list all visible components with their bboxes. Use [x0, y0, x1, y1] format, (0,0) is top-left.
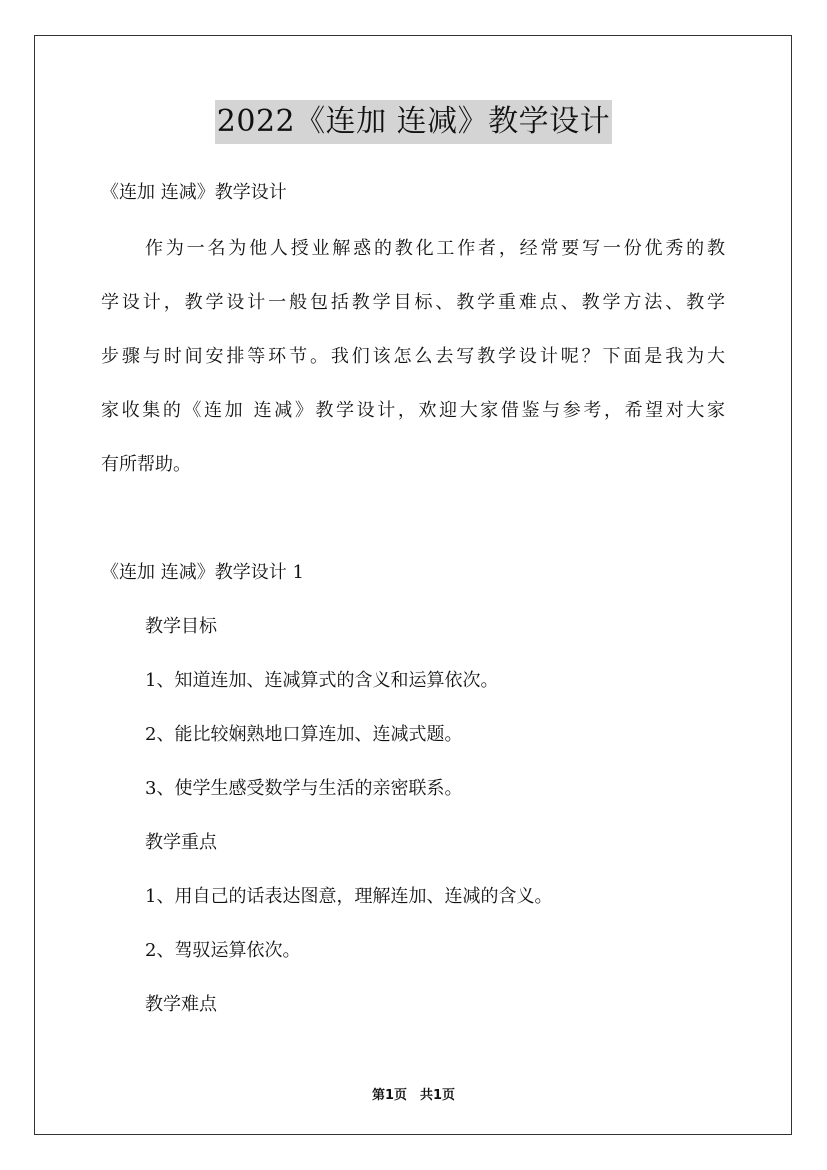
intro-line-4: 家收集的《连加 连减》教学设计，欢迎大家借鉴与参考，希望对大家 [101, 400, 725, 421]
section-title: 《连加 连减》教学设计 1 [101, 562, 304, 583]
page-footer: 第1页 共1页 [371, 1088, 456, 1103]
key-point-item-1: 1、用自己的话表达图意，理解连加、连减的含义。 [145, 886, 553, 907]
intro-line-2: 学设计，教学设计一般包括教学目标、教学重难点、教学方法、教学 [101, 292, 725, 313]
key-point-item-2: 2、驾驭运算依次。 [145, 940, 301, 961]
intro-line-1: 作为一名为他人授业解惑的教化工作者，经常要写一份优秀的教 [145, 238, 725, 259]
intro-line-3: 步骤与时间安排等环节。我们该怎么去写教学设计呢？下面是我为大 [101, 346, 725, 367]
goal-item-1: 1、知道连加、连减算式的含义和运算依次。 [145, 670, 499, 691]
goal-item-2: 2、能比较娴熟地口算连加、连减式题。 [145, 724, 463, 745]
goals-heading: 教学目标 [145, 616, 217, 637]
document-title: 2022《连加 连减》教学设计 [215, 100, 612, 144]
document-title-wrapper [0, 100, 827, 144]
difficulties-heading: 教学难点 [145, 994, 217, 1015]
goal-item-3: 3、使学生感受数学与生活的亲密联系。 [145, 778, 463, 799]
intro-line-5: 有所帮助。 [101, 454, 191, 475]
key-points-heading: 教学重点 [145, 832, 217, 853]
subtitle: 《连加 连减》教学设计 [101, 182, 287, 203]
